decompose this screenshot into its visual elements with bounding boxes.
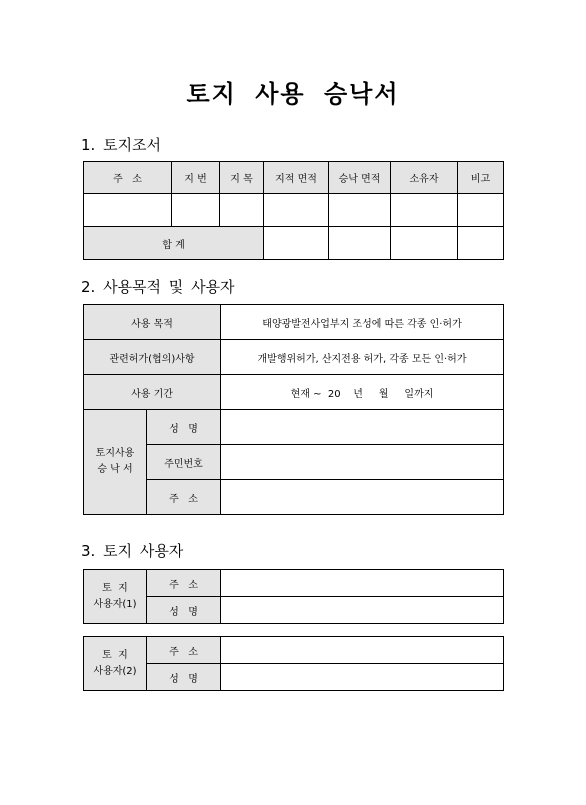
purpose-user-table (83, 304, 504, 515)
user1-label-line1: 토 지 (102, 582, 128, 594)
user2-label (84, 637, 147, 691)
land-user2-table (83, 636, 504, 691)
consent-address-row (84, 480, 504, 515)
user2-name-field[interactable] (221, 664, 504, 691)
user2-address-row (84, 637, 504, 664)
consent-id-label: 주민번호 (147, 445, 221, 480)
cell-total-approved-area[interactable] (329, 227, 391, 260)
section3-heading: 3. 토지 사용자 (81, 542, 184, 560)
section2-heading: 2. 사용목적 및 사용자 (81, 278, 235, 296)
section1-heading: 1. 토지조서 (81, 136, 162, 154)
user1-address-label: 주 소 (147, 570, 221, 597)
col-header-cadastral-area: 지적 면적 (264, 162, 329, 194)
user2-name-label: 성 명 (147, 664, 221, 691)
cell-land-category[interactable] (220, 194, 264, 227)
col-header-approved-area: 승낙 면적 (329, 162, 391, 194)
cell-remarks[interactable] (458, 194, 504, 227)
cell-owner[interactable] (391, 194, 458, 227)
consent-address-field[interactable] (221, 480, 504, 515)
consent-id-row (84, 445, 504, 480)
purpose-row (84, 305, 504, 340)
consent-group-label-line2: 승 낙 서 (97, 464, 133, 475)
col-header-lot-number: 지 번 (172, 162, 220, 194)
consent-group-label (84, 410, 147, 515)
cell-total-remarks[interactable] (458, 227, 504, 260)
period-label: 사용 기간 (84, 375, 221, 410)
purpose-value: 태양광발전사업부지 조성에 따른 각종 인·허가 (221, 305, 504, 340)
user1-name-label: 성 명 (147, 597, 221, 624)
total-label: 합 계 (84, 227, 264, 260)
permit-row (84, 340, 504, 375)
consent-address-label: 주 소 (147, 480, 221, 515)
document-title: 토지 사용 승낙서 (186, 80, 400, 108)
col-header-address: 주 소 (84, 162, 172, 194)
user2-address-label: 주 소 (147, 637, 221, 664)
land-user1-table (83, 569, 504, 624)
cell-cadastral-area[interactable] (264, 194, 329, 227)
user2-label-line1: 토 지 (102, 649, 128, 661)
land-survey-table (83, 161, 504, 260)
user2-name-row (84, 664, 504, 691)
user1-label (84, 570, 147, 624)
user1-name-field[interactable] (221, 597, 504, 624)
purpose-label: 사용 목적 (84, 305, 221, 340)
user2-address-field[interactable] (221, 637, 504, 664)
cell-address[interactable] (84, 194, 172, 227)
permit-label: 관련허가(협의)사항 (84, 340, 221, 375)
user1-address-field[interactable] (221, 570, 504, 597)
consent-group-label-line1: 토지사용 (95, 448, 135, 459)
consent-name-row (84, 410, 504, 445)
permit-value: 개발행위허가, 산지전용 허가, 각종 모든 인·허가 (221, 340, 504, 375)
cell-total-cadastral-area[interactable] (264, 227, 329, 260)
consent-name-field[interactable] (221, 410, 504, 445)
consent-name-label: 성 명 (147, 410, 221, 445)
land-survey-total-row (84, 227, 504, 260)
period-row (84, 375, 504, 410)
user2-label-line2: 사용자(2) (93, 665, 137, 677)
user1-name-row (84, 597, 504, 624)
col-header-owner: 소유자 (391, 162, 458, 194)
land-survey-data-row (84, 194, 504, 227)
user1-address-row (84, 570, 504, 597)
land-survey-header-row (84, 162, 504, 194)
consent-id-field[interactable] (221, 445, 504, 480)
cell-total-owner[interactable] (391, 227, 458, 260)
col-header-remarks: 비고 (458, 162, 504, 194)
cell-approved-area[interactable] (329, 194, 391, 227)
period-value[interactable]: 현재 ~ 20 년 월 일까지 (221, 375, 504, 410)
cell-lot-number[interactable] (172, 194, 220, 227)
user1-label-line2: 사용자(1) (93, 598, 137, 610)
col-header-land-category: 지 목 (220, 162, 264, 194)
